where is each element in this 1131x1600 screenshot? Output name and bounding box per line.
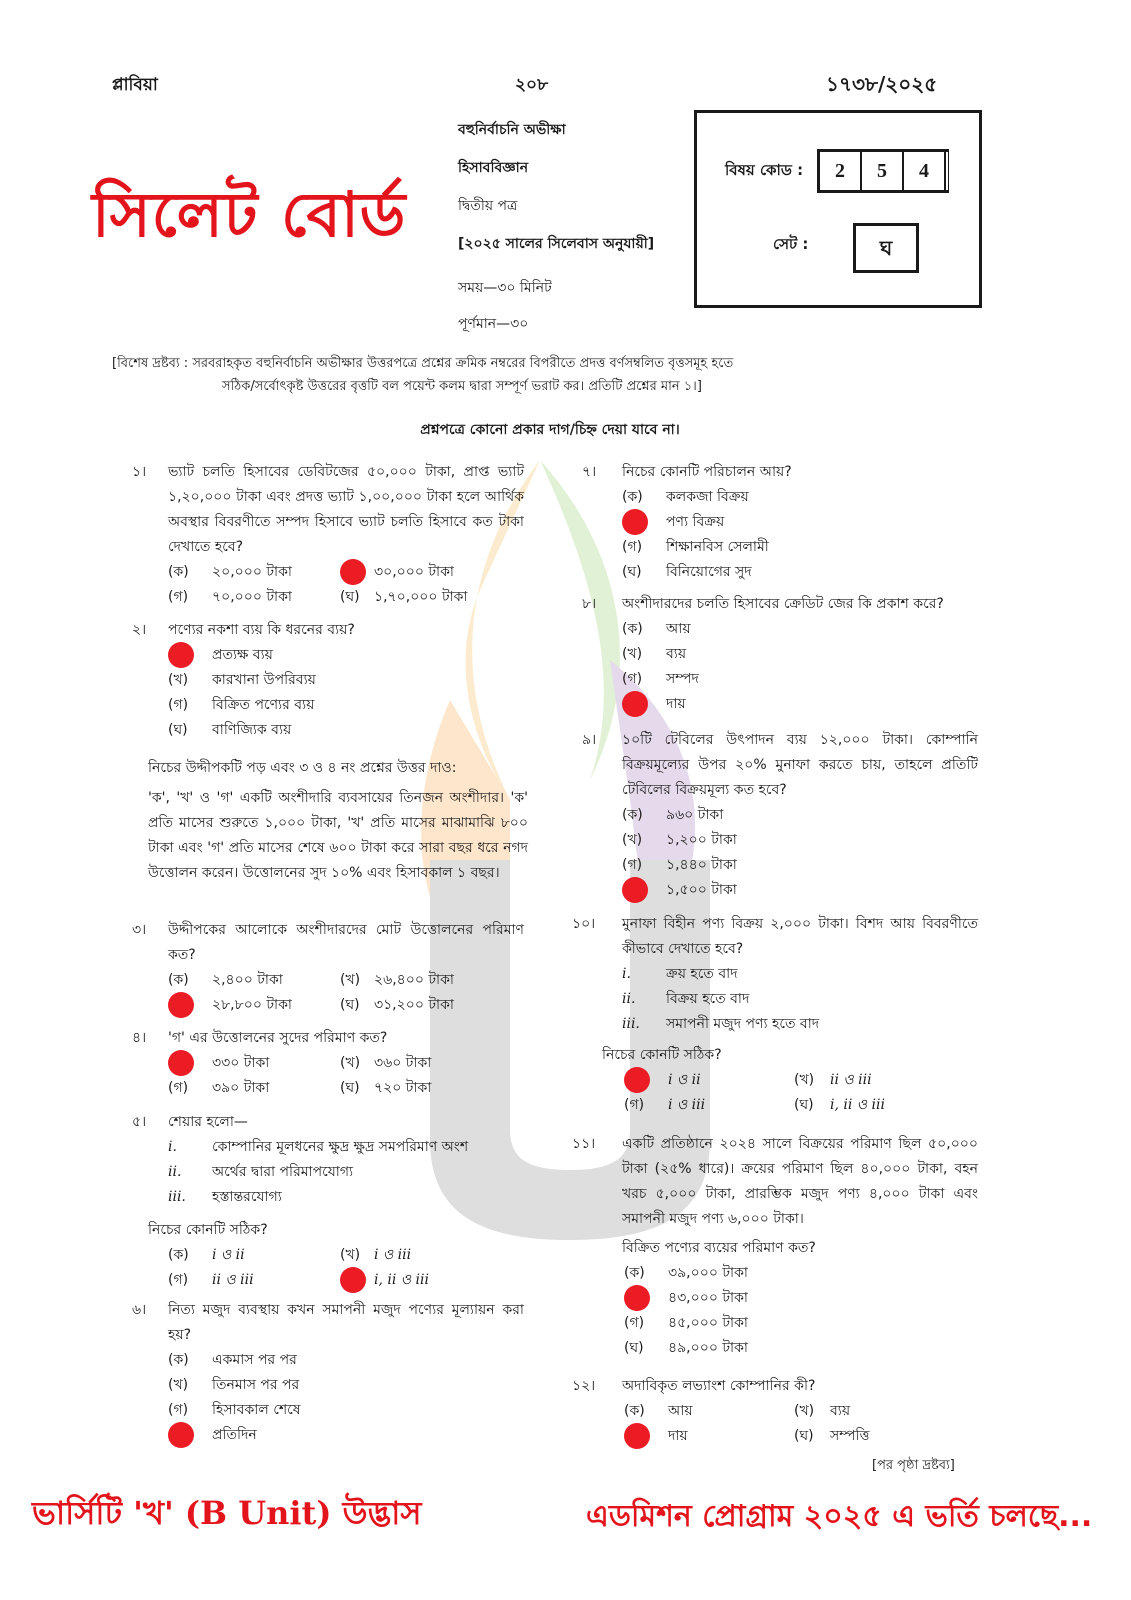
option-label: (গ) <box>622 857 643 873</box>
option-text: i ও iii <box>374 1247 412 1263</box>
question-2 <box>132 618 524 743</box>
option-text: বিক্রিত পণ্যের ব্যয় <box>212 697 315 713</box>
option-row <box>572 1261 978 1286</box>
code-digit: 4 <box>904 152 946 190</box>
set-value: ঘ <box>853 223 919 273</box>
option-row <box>132 668 524 693</box>
board-title: সিলেট বোর্ড <box>92 178 407 251</box>
answer-mark <box>624 1423 650 1449</box>
option-row <box>132 560 524 585</box>
next-page-note: [পর পৃষ্ঠা দ্রষ্টব্য] <box>872 1458 955 1473</box>
which-correct <box>572 1043 978 1068</box>
option-text: ৭০,০০০ টাকা <box>212 589 292 605</box>
option-row <box>132 1243 524 1268</box>
answer-mark <box>340 559 366 585</box>
option-label: (ঘ) <box>622 564 642 580</box>
option-text: সম্পদ <box>666 671 699 687</box>
option-text: ii ও iii <box>830 1072 872 1088</box>
option-label: (খ) <box>794 1072 815 1088</box>
option-row <box>582 667 978 692</box>
option-row <box>582 617 978 642</box>
subject-code-label: বিষয় কোড : <box>725 161 804 179</box>
option-text: দায় <box>666 696 686 712</box>
option-row <box>582 803 978 828</box>
statement-roman: ii. <box>168 1164 182 1180</box>
option-row <box>132 1398 524 1423</box>
option-label: (ক) <box>624 1265 645 1281</box>
stimulus-text: 'ক', 'খ' ও 'গ' একটি অংশীদারি ব্যবসায়ের তিনজন অংশীদার। 'ক' প্রতি মাসের শুরুতে ১,০০০ টাকা, 'খ' প্রতি মাসের মাঝামাঝি ৮০০ টাকা এবং 'গ' প্রতি মাসের শেষে ৬০০ টাকা করে সারা বছর ধরে নগদ উত্তোলন করেন। উত্তোলনের সুদ ১০% এবং হিসাবকাল ১ বছর। <box>148 790 528 881</box>
option-row <box>572 1093 978 1118</box>
syllabus-note: [২০২৫ সালের সিলেবাস অনুযায়ী] <box>458 236 655 252</box>
option-label: (গ) <box>624 1315 645 1331</box>
question-text: নিচের কোনটি পরিচালন আয়? <box>622 464 792 480</box>
question-text: মুনাফা বিহীন পণ্য বিক্রয় ২,০০০ টাকা। বিশদ আয় বিবরণীতে কীভাবে দেখাতে হবে? <box>622 916 978 957</box>
question-text: শেয়ার হলো— <box>168 1114 248 1130</box>
option-text: i, ii ও iii <box>830 1097 885 1113</box>
option-label: (ঘ) <box>624 1340 644 1356</box>
option-text: শিক্ষানবিস সেলামী <box>666 539 769 555</box>
option-row <box>582 878 978 903</box>
option-row <box>582 692 978 717</box>
option-row <box>132 643 524 668</box>
option-text: ii ও iii <box>212 1272 254 1288</box>
option-label: (গ) <box>624 1097 645 1113</box>
option-row <box>572 1068 978 1093</box>
exam-type: বহুনির্বাচনি অভীক্ষা <box>458 122 566 138</box>
option-label: (ঘ) <box>794 1428 814 1444</box>
option-text: ২৬,৪০০ টাকা <box>374 972 454 988</box>
option-label: (ক) <box>622 621 643 637</box>
option-text: ৪৩,০০০ টাকা <box>668 1290 748 1306</box>
question-number: ৩। <box>132 922 147 938</box>
special-note <box>112 352 978 398</box>
option-row <box>132 585 524 610</box>
statement-row <box>132 1135 524 1160</box>
option-text: ৩৯,০০০ টাকা <box>668 1265 748 1281</box>
option-text: ২৮,৮০০ টাকা <box>212 997 292 1013</box>
option-text: বিনিয়োগের সুদ <box>666 564 752 580</box>
option-text: i ও ii <box>668 1072 701 1088</box>
page-number: ২০৮ <box>515 75 549 95</box>
question-text: অংশীদারদের চলতি হিসাবের ক্রেডিট জের কি প্রকাশ করে? <box>622 596 944 612</box>
special-note-line2: সঠিক/সর্বোৎকৃষ্ট উত্তরের বৃত্তটি বল পয়েন্ট কলম দ্বারা সম্পূর্ণ ভরাট কর। প্রতিটি প্রশ্নের মান ১।] <box>222 379 702 394</box>
option-text: ৩০,০০০ টাকা <box>374 564 454 580</box>
question-code: ১৭৩৮/২০২৫ <box>826 72 938 96</box>
answer-mark <box>622 509 648 535</box>
option-row <box>132 1051 524 1076</box>
answer-mark <box>168 1422 194 1448</box>
question-number: ৭। <box>582 464 597 480</box>
question-9 <box>582 728 978 903</box>
option-row <box>132 1268 524 1293</box>
option-label: (ক) <box>622 807 643 823</box>
option-row <box>582 853 978 878</box>
question-number: ৫। <box>132 1114 147 1130</box>
question-text: ভ্যাট চলতি হিসাবের ডেবিটজের ৫০,০০০ টাকা, প্রাপ্ত ভ্যাট ১,২০,০০০ টাকা এবং প্রদত্ত ভ্যাট ১,০০,০০০ টাকা হলে আর্থিক অবস্থার বিবরণীতে সম্পদ হিসাবে ভ্যাট চলতি হিসাবে কত টাকা দেখাতে হবে? <box>168 464 524 555</box>
option-text: ১,৪৪০ টাকা <box>666 857 737 873</box>
option-text: ৩৬০ টাকা <box>374 1055 432 1071</box>
option-row <box>132 1423 524 1448</box>
option-text: ৩১,২০০ টাকা <box>374 997 454 1013</box>
option-label: (গ) <box>168 697 189 713</box>
option-label: (গ) <box>622 671 643 687</box>
special-note-line1: [বিশেষ দ্রষ্টব্য : সরবরাহকৃত বহুনির্বাচনি অভীক্ষার উত্তরপত্রে প্রশ্নের ক্রমিক নম্বরের বিপরীতে প্রদত্ত বর্ণসম্বলিত বৃত্তসমূহ হতে <box>112 356 734 371</box>
answer-mark <box>624 1067 650 1093</box>
answer-mark <box>168 642 194 668</box>
option-row <box>582 828 978 853</box>
footer-right: এডমিশন প্রোগ্রাম ২০২৫ এ ভর্তি চলছে... <box>586 1499 1093 1534</box>
question-11 <box>572 1132 978 1361</box>
question-number: ৯। <box>582 732 597 748</box>
option-label: (ঘ) <box>340 589 360 605</box>
option-label: (খ) <box>168 1377 189 1393</box>
question-text: অদাবিকৃত লভ্যাংশ কোম্পানির কী? <box>622 1378 816 1394</box>
option-text: i, ii ও iii <box>374 1272 429 1288</box>
option-label: (ঘ) <box>794 1097 814 1113</box>
statement-row <box>132 1185 524 1210</box>
option-label: (খ) <box>340 972 361 988</box>
subject-code-cells <box>817 149 949 193</box>
option-text: ব্যয় <box>666 646 687 662</box>
statement-text: অর্থের দ্বারা পরিমাপযোগ্য <box>212 1164 354 1180</box>
option-row <box>572 1399 978 1424</box>
option-text: ২,৪০০ টাকা <box>212 972 283 988</box>
question-number: ২। <box>132 622 147 638</box>
option-text: ৩৯০ টাকা <box>212 1080 270 1096</box>
option-label: (ক) <box>168 1352 189 1368</box>
option-label: (খ) <box>340 1055 361 1071</box>
option-label: (খ) <box>622 646 643 662</box>
question-7 <box>582 460 978 585</box>
option-text: i ও iii <box>668 1097 706 1113</box>
option-label: (খ) <box>340 1247 361 1263</box>
option-text: হিসাবকাল শেষে <box>212 1402 301 1418</box>
option-text: ৩৩০ টাকা <box>212 1055 270 1071</box>
statement-roman: iii. <box>168 1189 186 1205</box>
which-correct-text: নিচের কোনটি সঠিক? <box>602 1047 722 1063</box>
answer-mark <box>340 1267 366 1293</box>
subject-name: হিসাববিজ্ঞান <box>458 160 529 176</box>
question-text: নিত্য মজুদ ব্যবস্থায় কখন সমাপনী মজুদ পণ্যের মূল্যায়ন করা হয়? <box>168 1302 524 1343</box>
footer-left: ভার্সিটি 'খ' (B Unit) উদ্ভাস <box>32 1494 422 1532</box>
statement-row <box>572 962 978 987</box>
statement-roman: i. <box>168 1139 177 1155</box>
question-number: ১০। <box>572 916 596 932</box>
option-row <box>132 968 524 993</box>
question-number: ৪। <box>132 1030 147 1046</box>
option-label: (গ) <box>168 589 189 605</box>
option-label: (গ) <box>622 539 643 555</box>
question-text: ১০টি টেবিলের উৎপাদন ব্যয় ১২,০০০ টাকা। কোম্পানি বিক্রয়মূল্যের উপর ২০% মুনাফা করতে চায়, তাহলে প্রতিটি টেবিলের বিক্রয়মূল্য কত হবে? <box>622 732 978 798</box>
option-text: ২০,০০০ টাকা <box>212 564 292 580</box>
question-5 <box>132 1110 524 1293</box>
option-text: ১,২০০ টাকা <box>666 832 737 848</box>
statement-row <box>572 1012 978 1037</box>
option-label: (খ) <box>622 832 643 848</box>
option-row <box>132 1348 524 1373</box>
answer-mark <box>624 1285 650 1311</box>
subject-code-box <box>694 110 982 308</box>
question-10 <box>572 912 978 1118</box>
statement-text: কোম্পানির মূলধনের ক্ষুদ্র ক্ষুদ্র সমপরিমাণ অংশ <box>212 1139 469 1155</box>
question-number: ১২। <box>572 1378 596 1394</box>
answer-mark <box>622 877 648 903</box>
option-text: i ও ii <box>212 1247 245 1263</box>
answer-mark <box>168 992 194 1018</box>
option-label: (খ) <box>168 672 189 688</box>
option-label: (ক) <box>168 972 189 988</box>
option-text: পণ্য বিক্রয় <box>666 514 725 530</box>
sub-question <box>572 1236 978 1261</box>
option-label: (ক) <box>168 564 189 580</box>
option-label: (ঘ) <box>168 722 188 738</box>
option-row <box>572 1336 978 1361</box>
exam-time: সময়—৩০ মিনিট <box>458 280 552 296</box>
question-8 <box>582 592 978 717</box>
answer-mark <box>168 1050 194 1076</box>
question-3 <box>132 918 524 1018</box>
option-label: (খ) <box>794 1403 815 1419</box>
option-text: আয় <box>668 1403 693 1419</box>
option-row <box>582 535 978 560</box>
question-number: ৬। <box>132 1302 147 1318</box>
question-4 <box>132 1026 524 1101</box>
option-label: (গ) <box>168 1272 189 1288</box>
option-row <box>582 510 978 535</box>
option-text: আয় <box>666 621 691 637</box>
option-text: ব্যয় <box>830 1403 851 1419</box>
question-text: একটি প্রতিষ্ঠানে ২০২৪ সালে বিক্রয়ের পরিমাণ ছিল ৫০,০০০ টাকা (২৫% ধারে)। ক্রয়ের পরিমাণ ছিল ৪০,০০০ টাকা, বহন খরচ ৫,০০০ টাকা, প্রারম্ভিক মজুদ পণ্য ৪,০০০ টাকা এবং সমাপনী মজুদ পণ্য ৬,০০০ টাকা। <box>622 1136 978 1227</box>
option-text: তিনমাস পর পর <box>212 1377 300 1393</box>
statement-row <box>132 1160 524 1185</box>
code-digit: 2 <box>820 152 862 190</box>
statement-roman: ii. <box>622 991 636 1007</box>
option-text: ১,৫০০ টাকা <box>666 882 737 898</box>
code-digit: 5 <box>862 152 904 190</box>
set-label: সেট : <box>773 235 809 253</box>
option-text: প্রতিদিন <box>212 1427 257 1443</box>
question-12 <box>572 1374 978 1449</box>
question-text: উদ্দীপকের আলোকে অংশীদারদের মোট উত্তোলনের পরিমাণ কত? <box>168 922 524 963</box>
question-1 <box>132 460 524 610</box>
statement-row <box>572 987 978 1012</box>
question-number: ১১। <box>572 1136 596 1152</box>
option-label: (গ) <box>168 1402 189 1418</box>
option-text: প্রত্যক্ষ ব্যয় <box>212 647 273 663</box>
option-row <box>572 1424 978 1449</box>
statement-roman: iii. <box>622 1016 640 1032</box>
statement-text: হস্তান্তরযোগ্য <box>212 1189 282 1205</box>
question-number: ৮। <box>582 596 597 612</box>
question-number: ১। <box>132 464 147 480</box>
option-label: (ঘ) <box>340 1080 360 1096</box>
option-text: বাণিজ্যিক ব্যয় <box>212 722 292 738</box>
which-correct-text: নিচের কোনটি সঠিক? <box>148 1222 268 1238</box>
option-row <box>582 485 978 510</box>
option-text: কলকজা বিক্রয় <box>666 489 749 505</box>
option-row <box>132 693 524 718</box>
statement-text: বিক্রয় হতে বাদ <box>666 991 750 1007</box>
option-row <box>132 1373 524 1398</box>
option-row <box>132 1076 524 1101</box>
which-correct <box>132 1218 524 1243</box>
statement-text: ক্রয় হতে বাদ <box>666 966 738 982</box>
option-text: ৪৯,০০০ টাকা <box>668 1340 748 1356</box>
option-text: কারখানা উপরিব্যয় <box>212 672 316 688</box>
option-row <box>572 1311 978 1336</box>
sub-question-text: বিক্রিত পণ্যের ব্যয়ের পরিমাণ কত? <box>622 1240 816 1256</box>
statement-roman: i. <box>622 966 631 982</box>
option-text: ৪৫,০০০ টাকা <box>668 1315 748 1331</box>
stimulus-intro: নিচের উদ্দীপকটি পড় এবং ৩ ও ৪ নং প্রশ্নের উত্তর দাও: <box>148 760 457 776</box>
option-text: একমাস পর পর <box>212 1352 297 1368</box>
question-text: পণ্যের নকশা ব্যয় কি ধরনের ব্যয়? <box>168 622 355 638</box>
option-label: (ঘ) <box>340 997 360 1013</box>
option-label: (ক) <box>622 489 643 505</box>
option-text: দায় <box>668 1428 688 1444</box>
option-text: সম্পত্তি <box>830 1428 870 1444</box>
warning-text: প্রশ্নপত্রে কোনো প্রকার দাগ/চিহ্ন দেয়া যাবে না। <box>420 422 680 438</box>
option-row <box>132 993 524 1018</box>
option-text: ৭২০ টাকা <box>374 1080 432 1096</box>
option-label: (ক) <box>168 1247 189 1263</box>
option-row <box>582 642 978 667</box>
question-text: 'গ' এর উত্তোলনের সুদের পরিমাণ কত? <box>168 1030 388 1046</box>
option-row <box>572 1286 978 1311</box>
question-6 <box>132 1298 524 1448</box>
option-text: ৯৬০ টাকা <box>666 807 724 823</box>
option-row <box>132 718 524 743</box>
header-left: প্লাবিয়া <box>112 75 158 95</box>
answer-mark <box>622 691 648 717</box>
option-label: (গ) <box>168 1080 189 1096</box>
option-text: ১,৭০,০০০ টাকা <box>374 589 468 605</box>
option-row <box>582 560 978 585</box>
statement-text: সমাপনী মজুদ পণ্য হতে বাদ <box>666 1016 820 1032</box>
paper-name: দ্বিতীয় পত্র <box>458 198 518 214</box>
full-marks: পূর্ণমান—৩০ <box>458 316 529 332</box>
option-label: (ক) <box>624 1403 645 1419</box>
